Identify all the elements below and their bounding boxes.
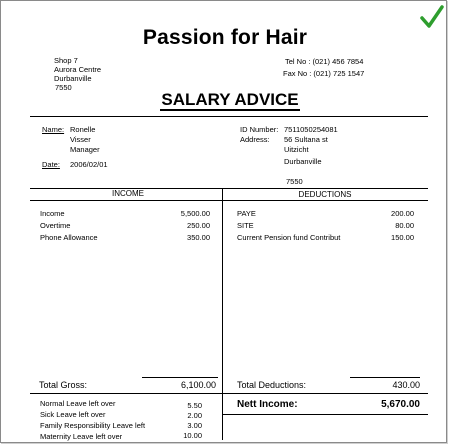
income-value: 5,500.00 bbox=[180, 209, 210, 218]
deduction-label: Current Pension fund Contribut bbox=[237, 233, 341, 242]
column-divider bbox=[222, 188, 223, 440]
address-label: Address: bbox=[240, 135, 270, 144]
employee-address-line: 56 Sultana st bbox=[284, 135, 328, 144]
salary-date: 2006/02/01 bbox=[70, 160, 108, 169]
company-address-line: 7550 bbox=[55, 83, 72, 92]
deduction-value: 150.00 bbox=[391, 233, 414, 242]
leave-value: 2.00 bbox=[187, 411, 202, 420]
income-label: Phone Allowance bbox=[40, 233, 98, 242]
company-address-line: Shop 7 bbox=[54, 56, 78, 65]
deductions-sum-rule bbox=[350, 377, 420, 378]
deduction-label: SITE bbox=[237, 221, 254, 230]
document-title: SALARY ADVICE bbox=[161, 90, 299, 109]
income-label: Income bbox=[40, 209, 65, 218]
id-number: 7511050254081 bbox=[284, 125, 338, 134]
total-deductions-value: 430.00 bbox=[392, 380, 420, 390]
leave-label: Maternity Leave left over bbox=[40, 432, 123, 441]
employee-address bbox=[284, 135, 328, 166]
nett-income-label: Nett Income: bbox=[237, 399, 298, 410]
total-deductions-label: Total Deductions: bbox=[237, 380, 307, 390]
id-label: ID Number: bbox=[240, 125, 279, 134]
date-label: Date: bbox=[42, 160, 60, 169]
name-label: Name: bbox=[42, 125, 65, 134]
income-label: Overtime bbox=[40, 221, 71, 230]
divider bbox=[30, 116, 428, 117]
income-header: INCOME bbox=[112, 189, 144, 198]
employee-name-line: Manager bbox=[70, 145, 100, 154]
company-name: Passion for Hair bbox=[142, 26, 308, 49]
company-tel: Tel No : (021) 456 7854 bbox=[285, 57, 364, 66]
totals-rule bbox=[30, 393, 428, 394]
income-value: 350.00 bbox=[187, 233, 210, 242]
total-gross-value: 6,100.00 bbox=[180, 380, 216, 390]
deduction-value: 80.00 bbox=[395, 221, 414, 230]
leave-value: 5.50 bbox=[187, 401, 202, 410]
leave-label: Normal Leave left over bbox=[40, 399, 116, 408]
total-gross-label: Total Gross: bbox=[39, 380, 88, 390]
deductions-header: DEDUCTIONS bbox=[298, 190, 352, 199]
table-header-rule bbox=[30, 200, 428, 201]
deduction-value: 200.00 bbox=[391, 209, 414, 218]
leave-label: Family Responsibility Leave left bbox=[40, 421, 146, 430]
employee-name-line: Ronelle bbox=[70, 125, 96, 134]
leave-value: 3.00 bbox=[187, 421, 202, 430]
deduction-label: PAYE bbox=[237, 209, 256, 218]
leave-value: 10.00 bbox=[183, 431, 202, 440]
leave-label: Sick Leave left over bbox=[40, 410, 106, 419]
employee-name-line: Visser bbox=[70, 135, 91, 144]
employee-address-line: Durbanville bbox=[284, 157, 322, 166]
employee-name bbox=[70, 125, 100, 154]
company-fax: Fax No : (021) 725 1547 bbox=[283, 69, 365, 78]
nett-income-value: 5,670.00 bbox=[381, 399, 420, 410]
nett-rule bbox=[222, 414, 428, 415]
employee-postcode: 7550 bbox=[286, 177, 303, 186]
employee-address-line: Uitzicht bbox=[284, 145, 309, 154]
company-address-line: Durbanville bbox=[54, 74, 92, 83]
income-value: 250.00 bbox=[187, 221, 210, 230]
company-address-line: Aurora Centre bbox=[54, 65, 102, 74]
gross-sum-rule bbox=[142, 377, 218, 378]
company-address bbox=[54, 56, 101, 92]
